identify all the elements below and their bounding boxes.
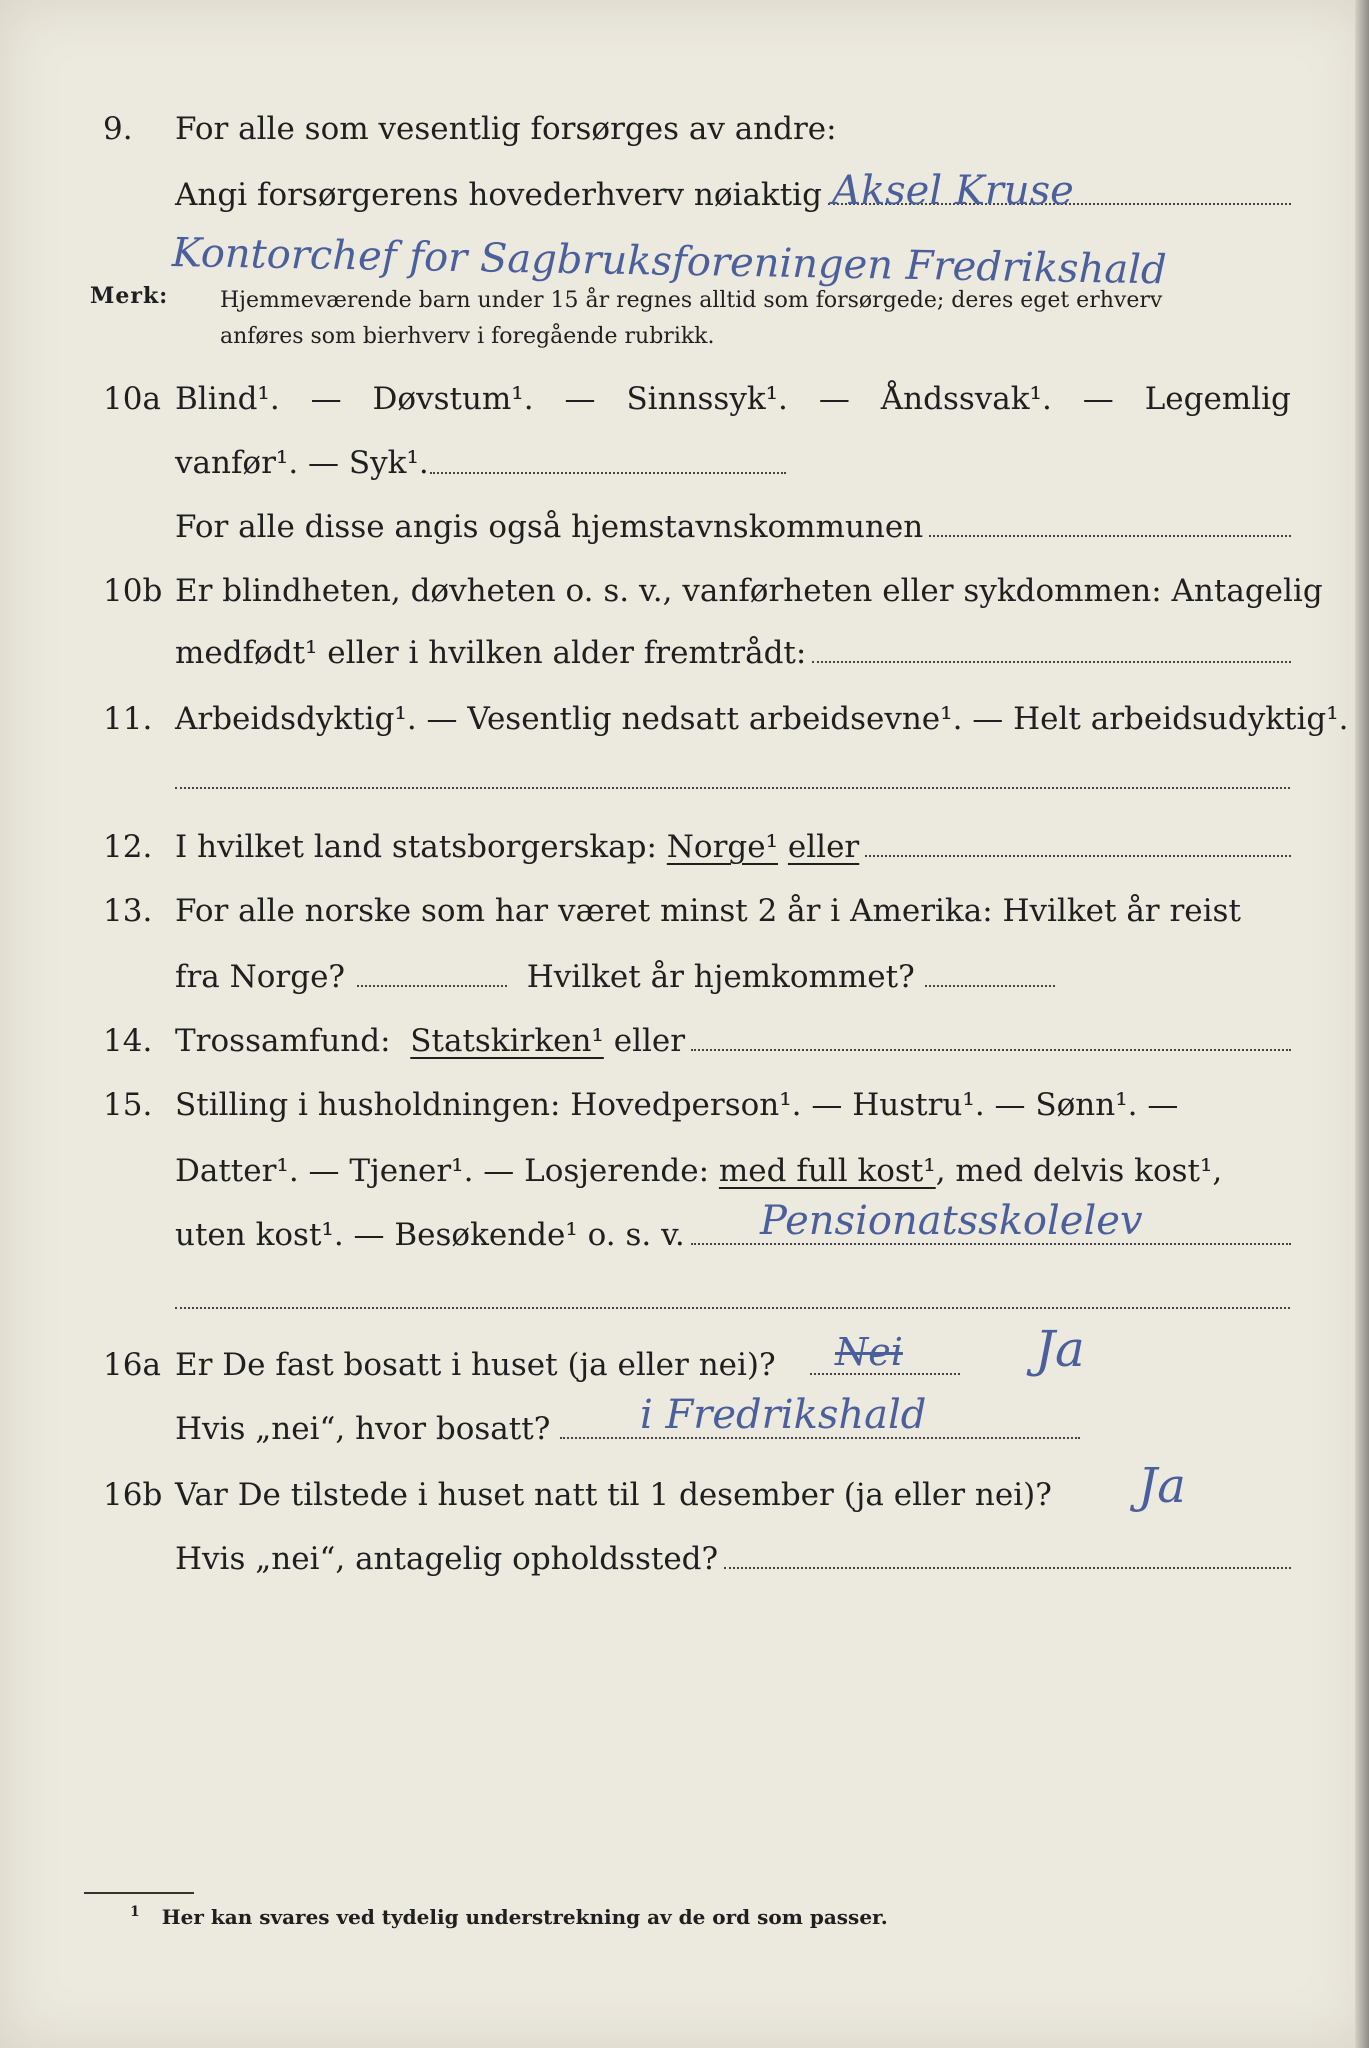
q15-line-1: Stilling i husholdningen: Hovedperson¹. — Hustru¹. — Sønn¹. — <box>175 1087 1179 1123</box>
q10a-opt-blind: Blind¹. <box>175 381 280 417</box>
q10b-dotted-line <box>812 660 1291 663</box>
footnote-rule <box>84 1892 194 1894</box>
q10b-line-2 <box>175 628 1291 678</box>
q16b-dotted-line <box>724 1566 1291 1569</box>
q10b-row-2 <box>0 628 1369 678</box>
q10a-line-3-text: For alle disse angis også hjemstavnskommunen <box>175 509 924 545</box>
q9-row-1 <box>0 104 1369 154</box>
q11-dotted-line <box>175 786 1290 789</box>
q10a-number: 10a <box>103 381 161 417</box>
q15-handwritten-answer: Pensionatsskolelev <box>760 1198 1143 1244</box>
q9-handwritten-name: Aksel Kruse <box>832 168 1074 214</box>
q12-norge-underlined: Norge¹ <box>666 829 779 865</box>
q10a-dash-4: — <box>1082 381 1114 417</box>
merk-line-2: anføres som bierhverv i foregående rubrikk. <box>220 324 715 349</box>
q10a-dotted-line <box>929 534 1291 537</box>
q10b-number: 10b <box>103 573 163 609</box>
q12-dotted-line <box>865 854 1291 857</box>
q16a-line-2: Hvis „nei“, hvor bosatt? <box>175 1411 551 1447</box>
merk-line-1: Hjemmeværende barn under 15 år regnes alltid som forsørgede; deres eget erhverv <box>220 288 1163 313</box>
q15-line-2c: , med delvis kost¹, <box>935 1153 1223 1189</box>
q11-row <box>0 694 1369 744</box>
q14-suffix: eller <box>613 1023 686 1059</box>
q14-row <box>0 1016 1369 1066</box>
q15-line-3-text: uten kost¹. — Besøkende¹ o. s. v. <box>175 1217 685 1253</box>
q15-row-3 <box>0 1210 1369 1260</box>
q13-line-1: For alle norske som har været minst 2 år i Amerika: Hvilket år reist <box>175 893 1241 929</box>
q11-line-1: Arbeidsdyktig¹. — Vesentlig nedsatt arbeidsevne¹. — Helt arbeidsudyktig¹. <box>175 701 1349 737</box>
q12-suffix: eller <box>787 829 860 865</box>
q16b-number: 16b <box>103 1477 163 1513</box>
q10a-opt-legemlig: Legemlig <box>1144 381 1291 417</box>
q10a-opt-andssvak: Åndssvak¹. <box>880 381 1052 417</box>
q14-dotted-line <box>691 1048 1291 1051</box>
q16a-struck-answer: Nei <box>835 1330 903 1374</box>
q14-line <box>175 1016 1291 1066</box>
q16b-row-2 <box>0 1534 1369 1584</box>
q10a-options <box>175 374 1291 424</box>
q16a-number: 16a <box>103 1347 161 1383</box>
footnote-text: Her kan svares ved tydelig understrekning av de ord som passer. <box>161 1905 888 1929</box>
q15-row-1 <box>0 1080 1369 1130</box>
q10a-opt-sinnssyk: Sinnssyk¹. <box>626 381 788 417</box>
q13-row-2 <box>0 952 1369 1002</box>
q10a-opt-dovstum: Døvstum¹. <box>372 381 534 417</box>
q10a-row-1 <box>0 374 1369 424</box>
q13-dotted-line-1 <box>357 985 507 987</box>
q16a-handwritten-where: i Fredrikshald <box>640 1392 927 1438</box>
q16b-handwritten-answer: Ja <box>1138 1458 1186 1514</box>
q16a-handwritten-answer: Ja <box>1035 1320 1085 1378</box>
q10a-dash-2: — <box>564 381 596 417</box>
q13-line-2 <box>175 952 1291 1002</box>
q10a-row-3 <box>0 502 1369 552</box>
q11-number: 11. <box>103 701 153 737</box>
q16a-row-1 <box>0 1340 1369 1390</box>
q10a-row-2 <box>0 438 1369 488</box>
footnote <box>130 1905 888 1929</box>
q15-row-2 <box>0 1146 1369 1196</box>
q10b-row-1 <box>0 566 1369 616</box>
q16b-line-2-text: Hvis „nei“, antagelig opholdssted? <box>175 1541 719 1577</box>
q9-handwritten-occupation: Kontorchef for Sagbruksforeningen Fredrikshald <box>171 230 1167 294</box>
q16b-line-2 <box>175 1534 1291 1584</box>
q13-hjemkommet: Hvilket år hjemkommet? <box>526 959 915 995</box>
q15-line-2a: Datter¹. — Tjener¹. — Losjerende: <box>175 1153 710 1189</box>
q16b-line-1: Var De tilstede i huset natt til 1 desember (ja eller nei)? <box>175 1477 1052 1513</box>
q13-row-1 <box>0 886 1369 936</box>
q13-number: 13. <box>103 893 153 929</box>
merk-label: Merk: <box>90 283 169 309</box>
q9-row-2 <box>0 170 1369 220</box>
q9-line-1: For alle som vesentlig forsørges av andre: <box>175 111 837 147</box>
q10b-line-1: Er blindheten, døvheten o. s. v., vanførheten eller sykdommen: Antagelig <box>175 573 1323 609</box>
q10a-syk-dotted-line <box>430 471 786 474</box>
q12-number: 12. <box>103 829 153 865</box>
q9-line-2-text: Angi forsørgerens hovederhverv nøiaktig <box>175 177 822 213</box>
q9-line-2 <box>175 170 1291 220</box>
q15-number: 15. <box>103 1087 153 1123</box>
q12-row <box>0 822 1369 872</box>
q9-number: 9. <box>103 111 133 147</box>
q10b-line-2-text: medfødt¹ eller i hvilken alder fremtrådt: <box>175 635 807 671</box>
q10a-dash-3: — <box>818 381 850 417</box>
q10a-dash-1: — <box>310 381 342 417</box>
q13-dotted-line-2 <box>925 985 1055 987</box>
q14-prefix: Trossamfund: <box>175 1023 391 1059</box>
q12-prefix: I hvilket land statsborgerskap: <box>175 829 657 865</box>
q14-statskirken-underlined: Statskirken¹ <box>410 1023 604 1059</box>
q16a-line-1: Er De fast bosatt i huset (ja eller nei)? <box>175 1347 776 1383</box>
q15-line-2 <box>175 1146 1291 1196</box>
footnote-mark: 1 <box>130 1904 140 1921</box>
q10a-line-2: vanfør¹. — Syk¹. <box>175 445 429 481</box>
q14-number: 14. <box>103 1023 153 1059</box>
q15-full-kost-underlined: med full kost¹ <box>718 1153 936 1189</box>
q15-extra-dotted-line <box>175 1306 1290 1309</box>
q13-fra-norge: fra Norge? <box>175 959 346 995</box>
q10a-line-3 <box>175 502 1291 552</box>
q12-line <box>175 822 1291 872</box>
